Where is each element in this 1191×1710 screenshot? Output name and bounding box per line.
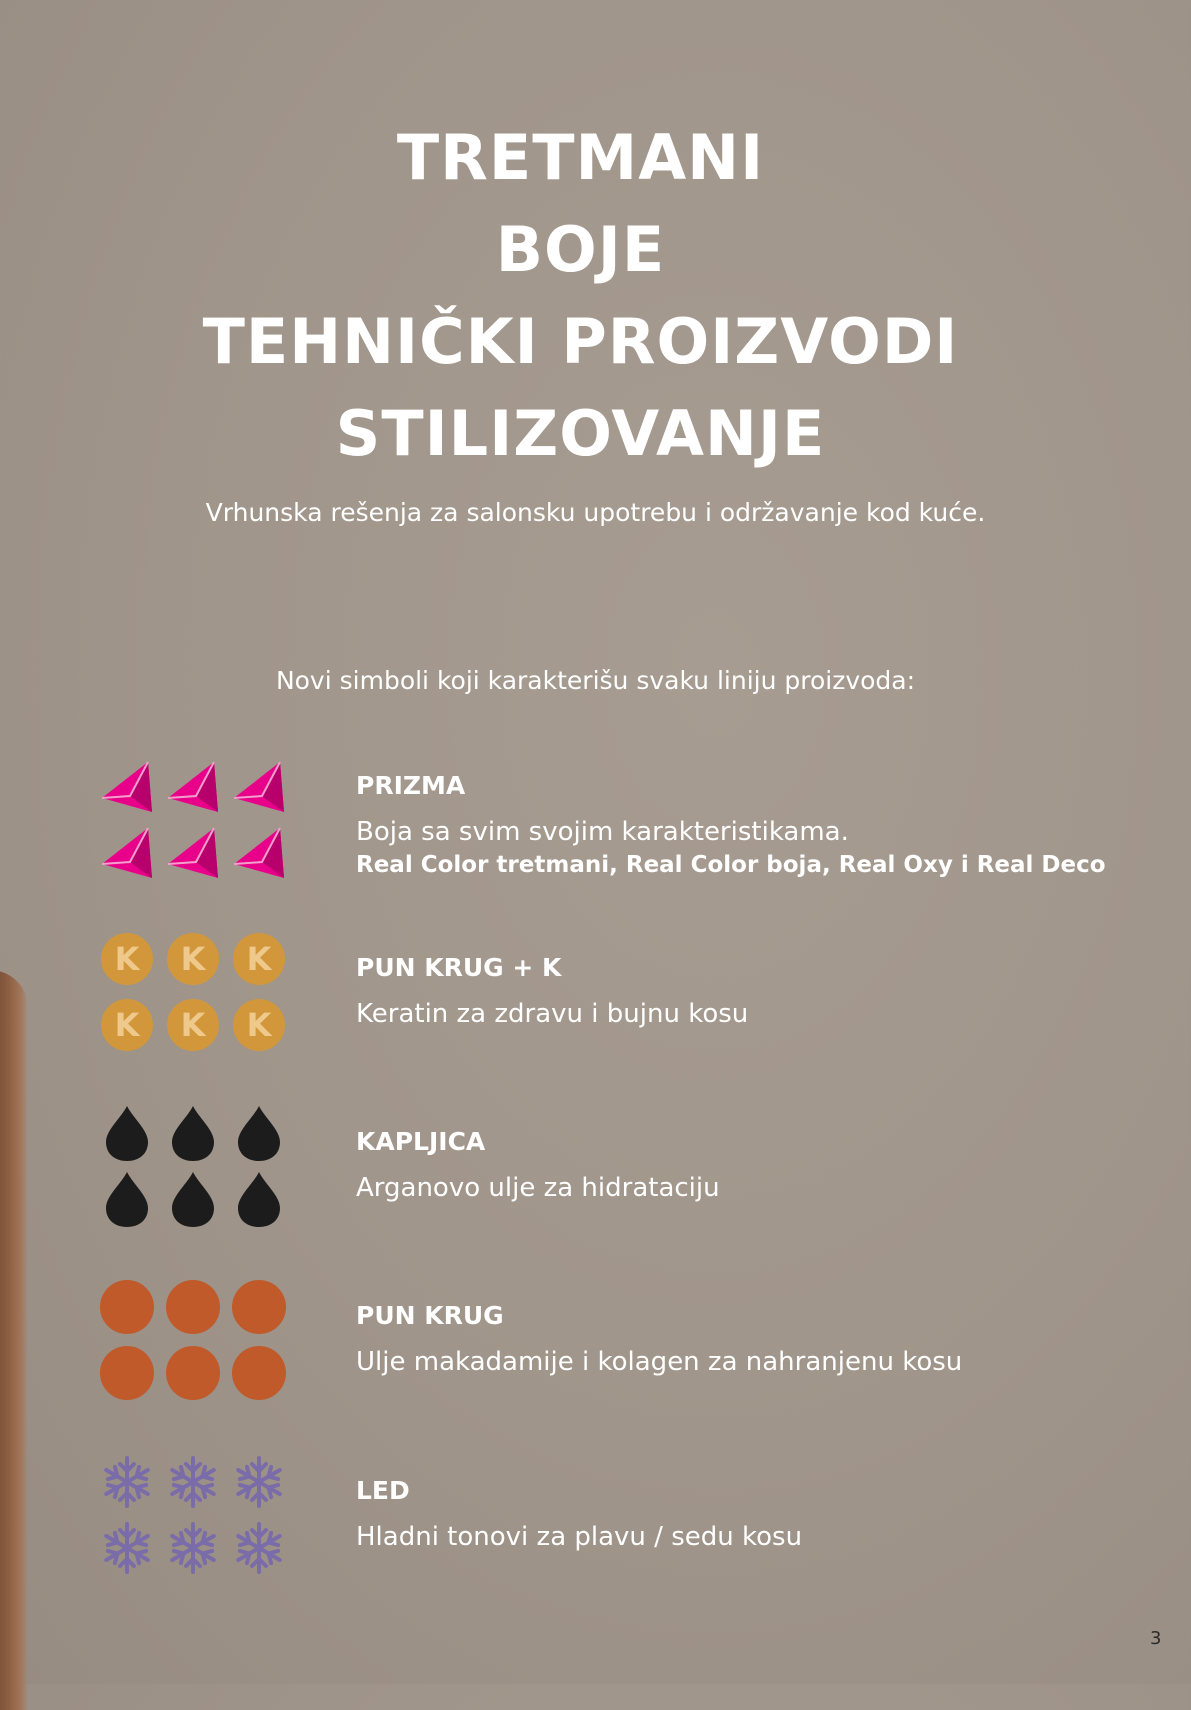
pun-krug-k-text <box>356 950 1156 1030</box>
symbol-row-pun-krug <box>0 1278 1191 1418</box>
symbol-title: KAPLJICA <box>356 1127 486 1156</box>
symbol-row-prizma <box>0 758 1191 898</box>
pyramid-icon <box>98 758 156 816</box>
circle-icon <box>230 1344 288 1402</box>
symbol-description: Arganovo ulje za hidrataciju <box>356 1173 720 1203</box>
symbols-intro: Novi simboli koji karakterišu svaku liniju proizvoda: <box>275 666 916 695</box>
pyramid-icon-grid <box>98 758 288 888</box>
drop-icon <box>230 1104 288 1162</box>
snowflake-icon <box>98 1519 156 1577</box>
symbol-row-led <box>0 1453 1191 1593</box>
symbol-title: LED <box>356 1476 410 1505</box>
led-text <box>356 1473 1156 1553</box>
snowflake-icon-grid <box>98 1453 288 1583</box>
keratin-k-icon <box>98 930 156 988</box>
title-tretmani: TRETMANI <box>396 121 765 194</box>
snowflake-icon <box>230 1519 288 1577</box>
symbol-row-pun-krug-k <box>0 930 1191 1070</box>
pyramid-icon <box>164 824 222 882</box>
symbol-row-kapljica <box>0 1104 1191 1244</box>
symbol-description: Ulje makadamije i kolagen za nahranjenu kosu <box>356 1347 963 1377</box>
circle-icon <box>98 1278 156 1336</box>
prizma-text <box>356 768 1156 882</box>
drop-icon <box>98 1170 156 1228</box>
snowflake-icon <box>164 1453 222 1511</box>
keratin-k-icon <box>164 996 222 1054</box>
snowflake-icon <box>98 1453 156 1511</box>
drop-icon-grid <box>98 1104 288 1234</box>
symbol-description: Hladni tonovi za plavu / sedu kosu <box>356 1522 803 1552</box>
title-tehnicki-proizvodi: TEHNIČKI PROIZVODI <box>202 305 959 378</box>
keratin-k-icon <box>164 930 222 988</box>
drop-icon <box>98 1104 156 1162</box>
title-stilizovanje: STILIZOVANJE <box>335 397 826 470</box>
drop-icon <box>164 1170 222 1228</box>
symbol-product-lines: Real Color tretmani, Real Color boja, Real Oxy i Real Deco <box>356 852 1106 878</box>
title-boje: BOJE <box>495 213 666 286</box>
pyramid-icon <box>230 758 288 816</box>
symbol-title: PUN KRUG <box>356 1301 504 1330</box>
circle-icon-grid <box>98 1278 288 1408</box>
symbol-description: Keratin za zdravu i bujnu kosu <box>356 999 749 1029</box>
keratin-k-letter: K <box>246 940 272 978</box>
keratin-k-icon <box>98 996 156 1054</box>
symbol-title: PRIZMA <box>356 771 466 800</box>
kapljica-text <box>356 1124 1156 1204</box>
circle-icon <box>98 1344 156 1402</box>
pyramid-icon <box>164 758 222 816</box>
subtitle: Vrhunska rešenja za salonsku upotrebu i održavanje kod kuće. <box>205 498 986 527</box>
circle-icon <box>230 1278 288 1336</box>
keratin-k-icon <box>230 996 288 1054</box>
page-number: 3 <box>1150 1628 1162 1649</box>
keratin-k-letter: K <box>246 1006 272 1044</box>
symbol-title: PUN KRUG + K <box>356 953 562 982</box>
circle-icon <box>164 1278 222 1336</box>
snowflake-icon <box>164 1519 222 1577</box>
keratin-k-letter: K <box>180 1006 206 1044</box>
pyramid-icon <box>98 824 156 882</box>
keratin-k-letter: K <box>114 1006 140 1044</box>
circle-icon <box>164 1344 222 1402</box>
keratin-k-icon <box>230 930 288 988</box>
drop-icon <box>164 1104 222 1162</box>
keratin-icon-grid <box>98 930 288 1060</box>
pyramid-icon <box>230 824 288 882</box>
snowflake-icon <box>230 1453 288 1511</box>
keratin-k-letter: K <box>114 940 140 978</box>
symbol-description: Boja sa svim svojim karakteristikama. <box>356 817 849 847</box>
category-titles <box>0 112 1161 480</box>
keratin-k-letter: K <box>180 940 206 978</box>
drop-icon <box>230 1170 288 1228</box>
pun-krug-text <box>356 1298 1156 1378</box>
